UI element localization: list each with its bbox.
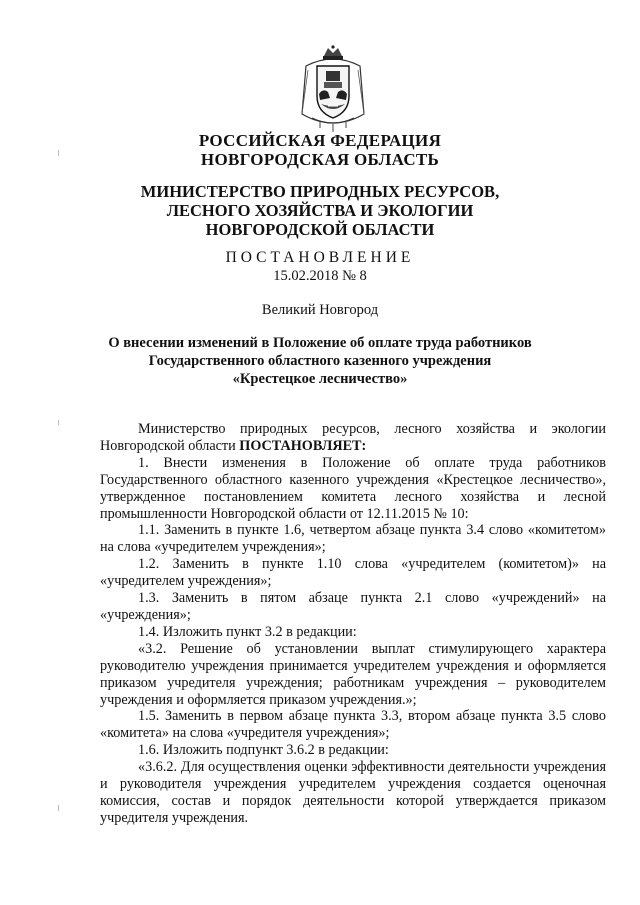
subject-heading [0, 334, 640, 388]
scan-mark [58, 150, 59, 156]
scan-mark [58, 420, 59, 425]
subject-line-3: «Крестецкое лесничество» [232, 371, 408, 387]
scan-mark [58, 805, 59, 811]
country-line-2: НОВГОРОДСКАЯ ОБЛАСТЬ [200, 150, 440, 169]
paragraph [100, 421, 606, 455]
document-body [100, 421, 606, 827]
subject-line-2: Государственного областного казенного учреждения [148, 353, 492, 369]
country-heading [0, 131, 640, 169]
coat-of-arms-emblem [298, 44, 368, 134]
paragraph: 1.1. Заменить в пункте 1.6, четвертом абзаце пункта 3.4 слово «комитетом» на слова «учредителем учреждения»; [100, 522, 606, 556]
paragraph: 1.4. Изложить пункт 3.2 в редакции: [138, 623, 357, 640]
paragraph: 1.2. Заменить в пункте 1.10 слова «учредителем (комитетом)» на «учредителем учреждения»; [100, 556, 606, 590]
document-type: ПОСТАНОВЛЕНИЕ [225, 249, 415, 266]
resolves-word: ПОСТАНОВЛЯЕТ: [239, 437, 367, 454]
paragraph: 1.5. Заменить в первом абзаце пункта 3.3, втором абзаце пункта 3.5 слово «комитета» на слова «учредителя учреждения»; [100, 708, 606, 742]
country-line-1: РОССИЙСКАЯ ФЕДЕРАЦИЯ [198, 131, 442, 150]
paragraph: 1.6. Изложить подпункт 3.6.2 в редакции: [138, 742, 389, 759]
subject-line-1: О внесении изменений в Положение об оплате труда работников [108, 335, 532, 351]
city: Великий Новгород [261, 302, 379, 318]
date-number: 15.02.2018 № 8 [273, 268, 367, 284]
paragraph: «3.2. Решение об установлении выплат стимулирующего характера руководителю учреждения принимается учредителем учреждения и оформляется приказом учредителя учреждения; работникам учреждения – руководителем учреждения и оформляется приказом учреждения.»; [100, 640, 606, 708]
ministry-heading [0, 182, 640, 239]
paragraph: 1.3. Заменить в пятом абзаце пункта 2.1 слово «учреждений» на «учреждения»; [100, 590, 606, 623]
paragraph-text: Министерство природных ресурсов, лесного хозяйства и экологии Новгородской области [100, 421, 606, 454]
paragraph: 1. Внести изменения в Положение об оплате труда работников Государственного областного казенного учреждения «Крестецкое лесничество», утвержденное постановлением комитета лесного хозяйства и лесной промышленности Новгородской области от 12.11.2015 № 10: [100, 454, 606, 522]
ministry-line-2: ЛЕСНОГО ХОЗЯЙСТВА И ЭКОЛОГИИ [166, 201, 474, 220]
ministry-line-3: НОВГОРОДСКОЙ ОБЛАСТИ [205, 220, 435, 239]
ministry-line-1: МИНИСТЕРСТВО ПРИРОДНЫХ РЕСУРСОВ, [140, 182, 500, 201]
paragraph: «3.6.2. Для осуществления оценки эффективности деятельности учреждения и руководителя учреждения учредителем учреждения создается оценочная комиссия, состав и порядок деятельности которой утверждается приказом учредителя учреждения. [100, 759, 606, 826]
